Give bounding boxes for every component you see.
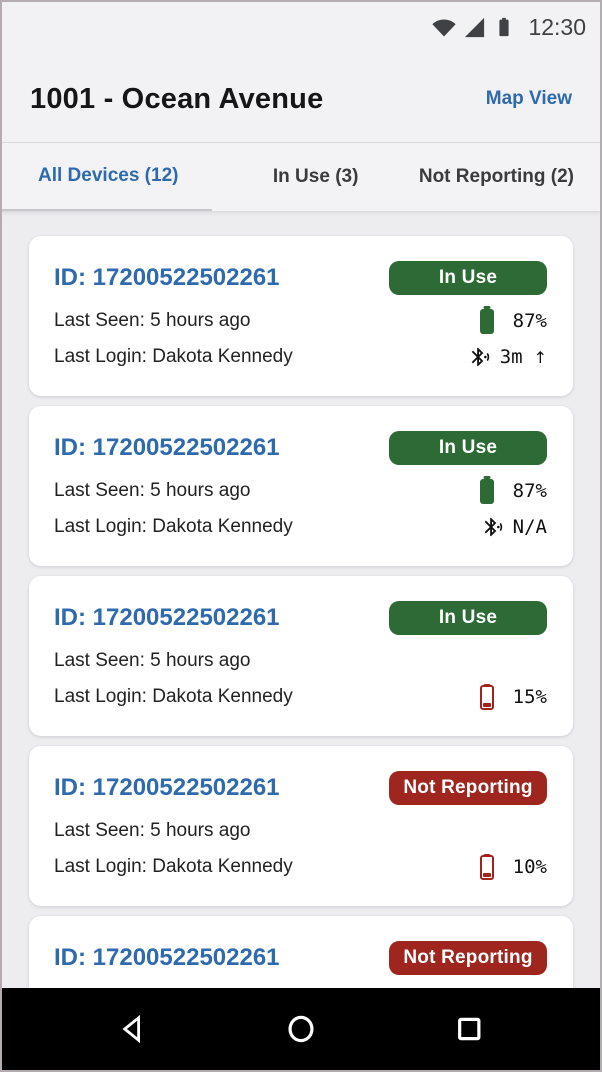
recents-button-icon[interactable] xyxy=(453,1013,485,1045)
tab-not-reporting[interactable]: Not Reporting (2) xyxy=(418,166,574,187)
home-button-icon[interactable] xyxy=(285,1013,317,1045)
battery-status-icon xyxy=(493,16,515,38)
device-id-link[interactable]: ID: 17200522502261 xyxy=(54,434,280,461)
battery-stat xyxy=(389,306,547,336)
bluetooth-stat xyxy=(389,512,547,542)
wifi-icon xyxy=(432,15,456,39)
bluetooth-range: 3m xyxy=(499,346,523,368)
bluetooth-range: N/A xyxy=(512,516,547,538)
device-card[interactable] xyxy=(29,236,573,396)
battery-icon xyxy=(480,309,494,334)
tab-in-use[interactable]: In Use (3) xyxy=(272,166,359,187)
battery-stat xyxy=(389,476,547,506)
status-badge: In Use xyxy=(389,601,547,635)
empty-stat xyxy=(389,816,547,846)
clock: 12:30 xyxy=(528,13,586,40)
device-id-link[interactable]: ID: 17200522502261 xyxy=(54,774,280,801)
status-badge: In Use xyxy=(389,261,547,295)
last-seen-text: Last Seen: 5 hours ago xyxy=(54,310,251,331)
battery-low-icon xyxy=(480,685,494,710)
last-login-text: Last Login: Dakota Kennedy xyxy=(54,516,293,537)
last-login-text: Last Login: Dakota Kennedy xyxy=(54,686,293,707)
map-view-link[interactable]: Map View xyxy=(485,88,572,109)
status-bar xyxy=(2,2,600,46)
page-title: 1001 - Ocean Avenue xyxy=(30,82,324,115)
battery-stat xyxy=(389,682,547,712)
cellular-signal-icon xyxy=(463,16,486,39)
device-card[interactable] xyxy=(29,746,573,906)
page-header xyxy=(2,46,600,143)
bluetooth-icon xyxy=(480,516,504,538)
bluetooth-icon xyxy=(467,346,491,368)
last-seen-text: Last Seen: 5 hours ago xyxy=(54,480,251,501)
device-list[interactable] xyxy=(2,212,600,988)
device-id-link[interactable]: ID: 17200522502261 xyxy=(54,264,280,291)
device-card[interactable] xyxy=(29,576,573,736)
empty-stat xyxy=(389,646,547,676)
last-seen-text: Last Seen: 5 hours ago xyxy=(54,650,251,671)
tab-bar xyxy=(2,143,600,212)
battery-low-icon xyxy=(480,855,494,880)
last-login-text: Last Login: Dakota Kennedy xyxy=(54,346,293,367)
status-badge: Not Reporting xyxy=(389,941,547,975)
battery-icon xyxy=(480,479,494,504)
device-id-link[interactable]: ID: 17200522502261 xyxy=(54,604,280,631)
device-card[interactable] xyxy=(29,916,573,988)
back-button-icon[interactable] xyxy=(117,1013,149,1045)
device-card[interactable] xyxy=(29,406,573,566)
battery-percent: 87% xyxy=(512,480,547,502)
last-seen-text: Last Seen: 5 hours ago xyxy=(54,820,251,841)
tab-all-devices[interactable]: All Devices (12) xyxy=(2,143,212,211)
android-nav-bar xyxy=(2,988,600,1070)
device-id-link[interactable]: ID: 17200522502261 xyxy=(54,944,280,971)
battery-stat xyxy=(389,852,547,882)
last-login-text: Last Login: Dakota Kennedy xyxy=(54,856,293,877)
bluetooth-stat xyxy=(389,342,547,372)
status-badge: Not Reporting xyxy=(389,771,547,805)
battery-percent: 87% xyxy=(512,310,547,332)
up-arrow-icon: ↑ xyxy=(533,347,547,367)
battery-percent: 10% xyxy=(512,856,547,878)
battery-percent: 15% xyxy=(512,686,547,708)
status-badge: In Use xyxy=(389,431,547,465)
